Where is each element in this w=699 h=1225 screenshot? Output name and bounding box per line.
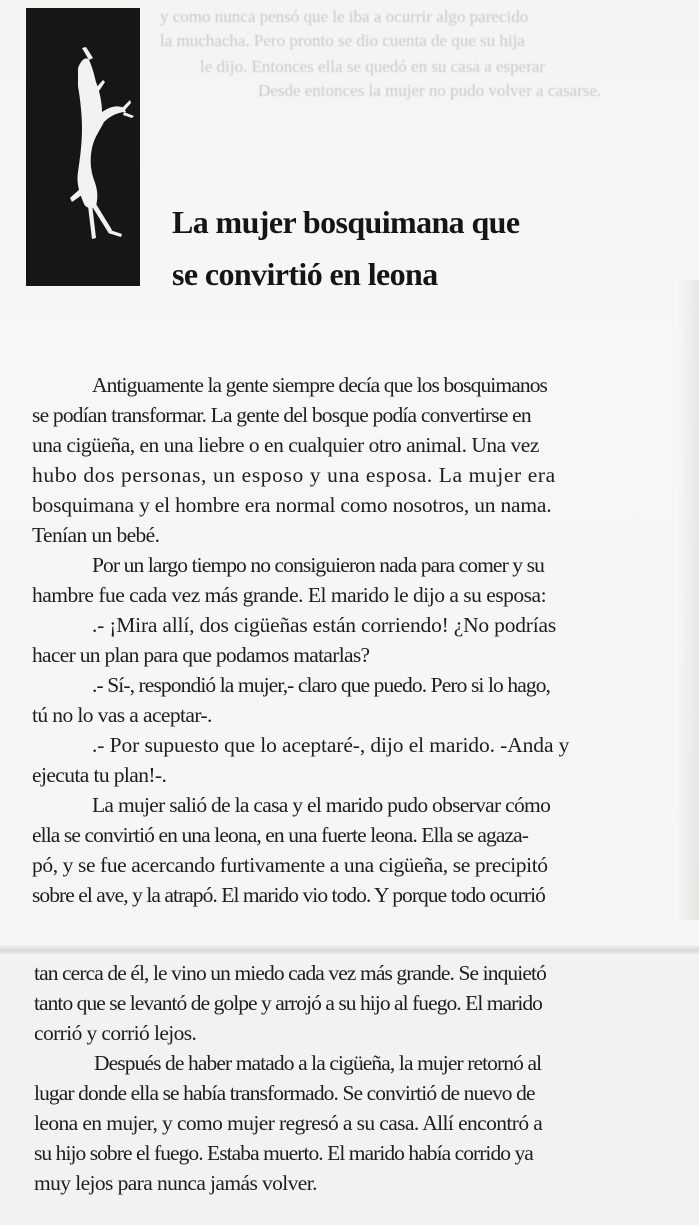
paragraph-line: lugar donde ella se había transformado. Se convirtió de nuevo de (34, 1081, 535, 1105)
paragraph-line: Por un largo tiempo no consiguieron nada para comer y su (92, 553, 544, 577)
paragraph-line: ejecuta tu plan!-. (32, 763, 167, 787)
page-edge-shadow (677, 280, 699, 920)
paragraph-line: .- Por supuesto que lo aceptaré-, dijo el marido. -Anda y (92, 733, 570, 757)
paragraph-line: ella se convirtió en una leona, en una fuerte leona. Ella se agaza- (32, 823, 529, 847)
story-title (172, 196, 642, 300)
paragraph-line: se podían transformar. La gente del bosque podía convertirse en (32, 403, 531, 427)
paragraph-line: Después de haber matado a la cigüeña, la mujer retornó al (94, 1051, 542, 1075)
paragraph-line: corrió y corrió lejos. (34, 1021, 197, 1045)
paragraph-line: su hijo sobre el fuego. Estaba muerto. El marido había corrido ya (34, 1141, 533, 1165)
paragraph-line: hambre fue cada vez más grande. El marido le dijo a su esposa: (32, 583, 547, 607)
paragraph-line: Tenían un bebé. (32, 523, 160, 547)
paragraph-line: sobre el ave, y la atrapó. El marido vio todo. Y porque todo ocurrió (32, 883, 545, 907)
paragraph-line: pó, y se fue acercando furtivamente a una cigüeña, se precipitó (32, 853, 548, 877)
bleed-through-text: Desde entonces la mujer no pudo volver a casarse. (258, 81, 602, 100)
paragraph-line: La mujer salió de la casa y el marido pudo observar cómo (92, 793, 551, 817)
paragraph-line: .- ¡Mira allí, dos cigüeñas están corriendo! ¿No podrías (92, 613, 557, 637)
rock-art-figure-icon (26, 8, 140, 286)
story-title-line: La mujer bosquimana que (172, 204, 520, 240)
paragraph-line: tú no lo vas a aceptar-. (32, 703, 212, 727)
paragraph-line: bosquimana y el hombre era normal como nosotros, un nama. (32, 493, 552, 517)
bleed-through-text: la muchacha. Pero pronto se dio cuenta de que su hija (160, 31, 525, 50)
bleed-through-text: le dijo. Entonces ella se quedó en su casa a esperar (200, 57, 546, 76)
story-title-line: se convirtió en leona (172, 256, 438, 292)
paragraph-line: muy lejos para nunca jamás volver. (34, 1171, 317, 1195)
paragraph-line: tan cerca de él, le vino un miedo cada vez más grande. Se inquietó (34, 961, 546, 985)
chapter-emblem (26, 8, 140, 286)
paragraph-line: hacer un plan para que podamos matarlas? (32, 643, 370, 667)
paragraph-line: hubo dos personas, un esposo y una esposa. La mujer era (32, 463, 556, 487)
bleed-through-text: y como nunca pensó que le iba a ocurrir algo parecido (160, 7, 529, 26)
paragraph-line: .- Sí-, respondió la mujer,- claro que puedo. Pero si lo hago, (92, 673, 551, 697)
paragraph-line: leona en mujer, y como mujer regresó a su casa. Allí encontró a (34, 1111, 543, 1135)
scan-seam (0, 944, 699, 954)
paragraph-line: Antiguamente la gente siempre decía que los bosquimanos (92, 373, 548, 397)
paragraph-line: tanto que se levantó de golpe y arrojó a su hijo al fuego. El marido (34, 991, 542, 1015)
paragraph-line: una cigüeña, en una liebre o en cualquier otro animal. Una vez (32, 433, 539, 457)
